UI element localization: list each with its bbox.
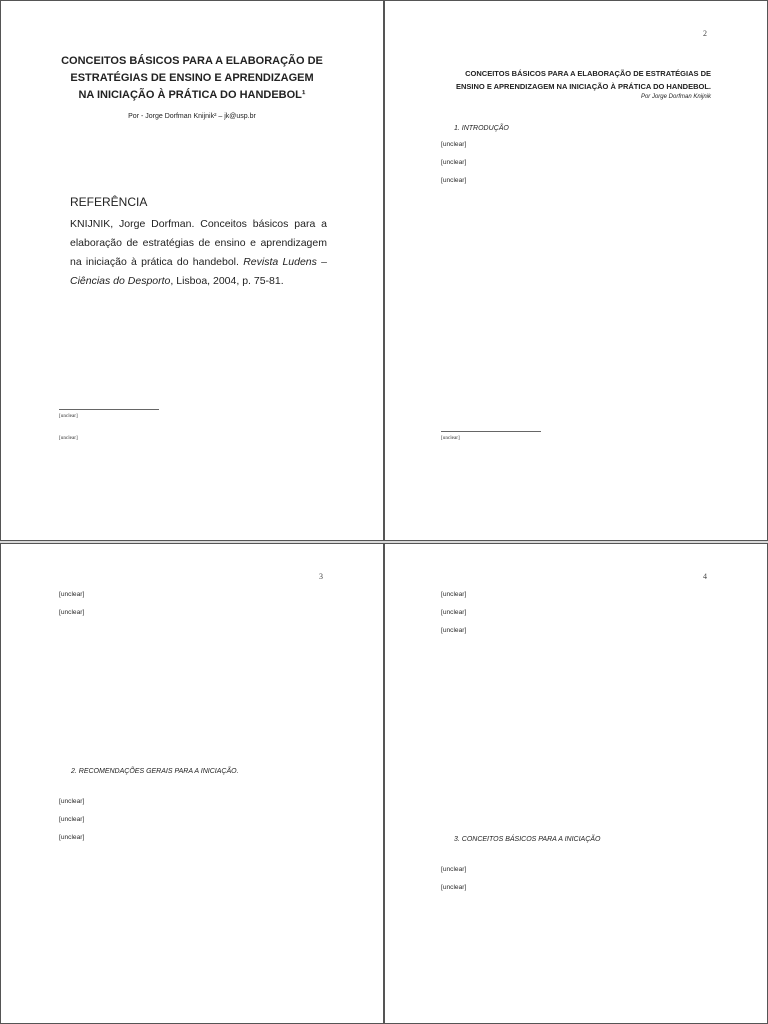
document-page-1	[0, 0, 384, 541]
paragraph: [unclear]	[441, 609, 467, 617]
author-line: Por Jorge Dorfman Knijnik	[640, 94, 711, 100]
paragraph: [unclear]	[59, 798, 85, 805]
footnote-2: [unclear]	[59, 435, 78, 441]
paragraph: [unclear]	[441, 884, 467, 892]
document-page-4	[384, 543, 768, 1024]
body-text	[59, 796, 325, 845]
journal-name: Revista Ludens – Ciências do Desporto	[70, 256, 327, 287]
paragraph: [unclear]	[441, 159, 467, 167]
body-text	[441, 139, 711, 188]
body-text	[441, 589, 711, 638]
paragraph: [unclear]	[59, 591, 85, 598]
section-heading: 1. INTRODUÇÃO	[454, 125, 509, 132]
document-page-3	[0, 543, 384, 1024]
reference-heading: REFERÊNCIA	[70, 195, 148, 209]
author-line: Por - Jorge Dorfman Knijnik² – jk@usp.br	[128, 113, 256, 120]
section-heading: 3. CONCEITOS BÁSICOS PARA A INICIAÇÃO	[454, 836, 601, 843]
page-number: 2	[703, 29, 707, 38]
paragraph: [unclear]	[441, 591, 467, 598]
paragraph: [unclear]	[59, 834, 85, 842]
paragraph: [unclear]	[441, 627, 467, 635]
document-title: CONCEITOS BÁSICOS PARA A ELABORAÇÃO DE ESTRATÉGIAS DE ENSINO E APRENDIZAGEM NA INICIAÇÃO À PRÁTICA DO HANDEBOL.	[455, 69, 711, 91]
paragraph: [unclear]	[441, 177, 467, 185]
paragraph: [unclear]	[441, 141, 467, 148]
paragraph: [unclear]	[441, 866, 467, 873]
body-text	[59, 589, 325, 619]
page-number: 4	[703, 572, 707, 581]
paragraph: [unclear]	[59, 609, 85, 617]
footnote-rule	[59, 409, 159, 410]
citation-tail: , Lisboa, 2004, p. 75-81.	[170, 275, 284, 287]
citation-text: KNIJNIK, Jorge Dorfman. Conceitos básicos para a elaboração de estratégias de ensino e aprendizagem na iniciação à prática do handebol.	[70, 218, 327, 268]
footnote-3: [unclear]	[441, 435, 460, 441]
document-title: CONCEITOS BÁSICOS PARA A ELABORAÇÃO DE ESTRATÉGIAS DE ENSINO E APRENDIZAGEM NA INICIAÇÃO À PRÁTICA DO HANDEBOL¹	[61, 55, 323, 101]
paragraph: [unclear]	[59, 816, 85, 824]
page-number: 3	[319, 572, 323, 581]
body-text	[441, 864, 711, 894]
footnote-rule	[441, 431, 541, 432]
footnote-1: [unclear]	[59, 413, 78, 419]
reference-citation	[70, 215, 327, 291]
document-page-2	[384, 0, 768, 541]
section-heading: 2. RECOMENDAÇÕES GERAIS PARA A INICIAÇÃO.	[71, 768, 239, 775]
